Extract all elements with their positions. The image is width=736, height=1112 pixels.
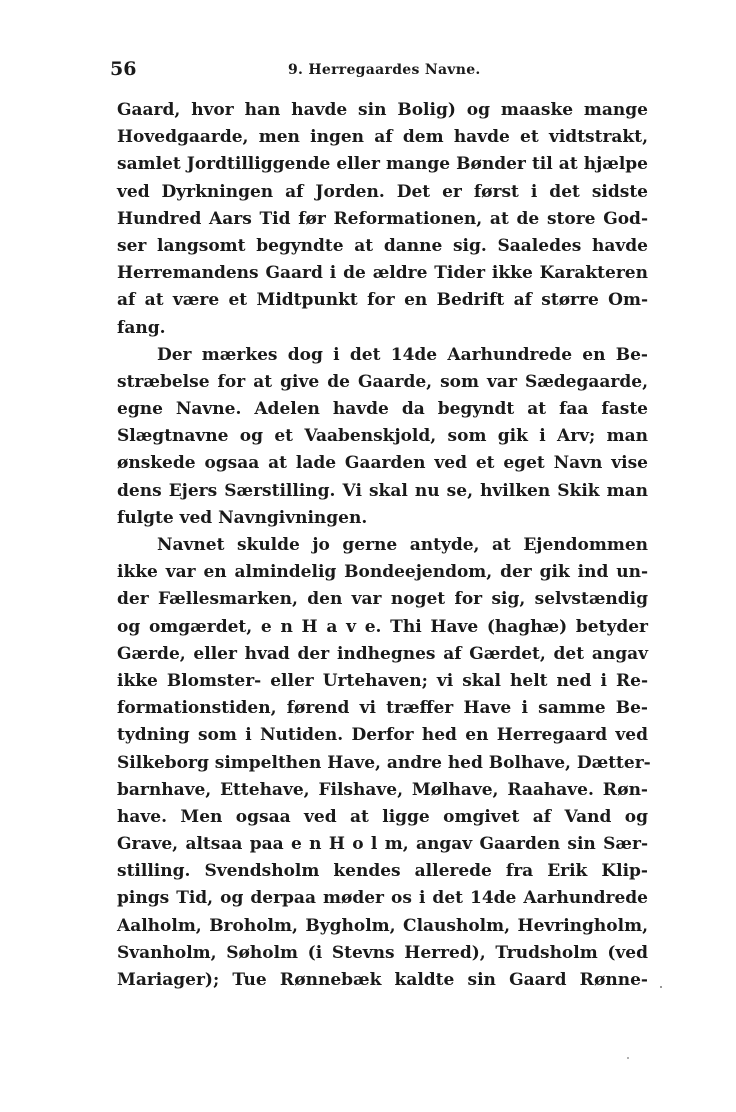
text-line: ikke var en almindelig Bondeejendom, der gik ind un- — [117, 562, 648, 583]
text-line: Grave, altsaa paa e n H o l m, angav Gaarden sin Sær- — [117, 834, 648, 855]
text-line: samlet Jordtilliggende eller mange Bønder til at hjælpe — [117, 154, 648, 175]
text-line: Der mærkes dog i det 14de Aarhundrede en Be- — [157, 344, 648, 365]
text-line: dens Ejers Særstilling. Vi skal nu se, hvilken Skik man — [117, 480, 648, 501]
text-line: der Fællesmarken, den var noget for sig, selvstændig — [117, 589, 648, 610]
text-line: Herremandens Gaard i de ældre Tider ikke Karakteren — [117, 263, 648, 284]
text-line: og omgærdet, e n H a v e. Thi Have (haghæ) betyder — [117, 616, 648, 637]
text-line: Gaard, hvor han havde sin Bolig) og maaske mange — [117, 100, 648, 120]
text-line: Mariager); Tue Rønnebæk kaldte sin Gaard Rønne- — [117, 970, 648, 990]
text-line: ved Dyrkningen af Jorden. Det er først i det sidste — [117, 181, 648, 202]
text-line: formationstiden, førend vi træffer Have i samme Be- — [117, 698, 648, 719]
page-header — [110, 58, 650, 88]
text-line: ikke Blomster- eller Urtehaven; vi skal helt ned i Re- — [117, 670, 648, 691]
text-line: Hundred Aars Tid før Reformationen, at de store God- — [117, 208, 648, 229]
text-line: af at være et Midtpunkt for en Bedrift af større Om- — [117, 290, 648, 311]
text-line: fulgte ved Navngivningen. — [117, 507, 368, 528]
text-line: fang. — [117, 317, 166, 338]
text-line: tydning som i Nutiden. Derfor hed en Herregaard ved — [117, 725, 648, 746]
text-line: Silkeborg simpelthen Have, andre hed Bolhave, Dætter- — [117, 752, 651, 773]
text-line: Svanholm, Søholm (i Stevns Herred), Trudsholm (ved — [117, 942, 648, 963]
scan-speck — [660, 986, 662, 988]
text-line: Slægtnavne og et Vaabenskjold, som gik i Arv; man — [117, 426, 648, 447]
text-line: pings Tid, og derpaa møder os i det 14de Aarhundrede — [117, 888, 648, 909]
scan-speck — [627, 1057, 629, 1059]
text-line: barnhave, Ettehave, Filshave, Mølhave, Raahave. Røn- — [117, 779, 648, 800]
text-line: stilling. Svendsholm kendes allerede fra Erik Klip- — [117, 861, 648, 882]
text-line: stræbelse for at give de Gaarde, som var Sædegaarde, — [117, 371, 648, 392]
text-line: Navnet skulde jo gerne antyde, at Ejendommen — [157, 535, 648, 555]
body-text — [117, 97, 651, 994]
running-head: 9. Herregaardes Navne. — [288, 62, 481, 78]
text-line: Aalholm, Broholm, Bygholm, Clausholm, Hevringholm, — [117, 915, 648, 936]
text-line: ser langsomt begyndte at danne sig. Saaledes havde — [117, 235, 648, 256]
text-line: Gærde, eller hvad der indhegnes af Gærdet, det angav — [117, 643, 648, 664]
text-line: Hovedgaarde, men ingen af dem havde et vidtstrakt, — [117, 127, 648, 148]
text-line: egne Navne. Adelen havde da begyndt at faa faste — [117, 399, 648, 420]
text-line: ønskede ogsaa at lade Gaarden ved et eget Navn vise — [117, 453, 648, 474]
page-number: 56 — [110, 58, 137, 80]
text-line: have. Men ogsaa ved at ligge omgivet af Vand og — [117, 806, 648, 827]
